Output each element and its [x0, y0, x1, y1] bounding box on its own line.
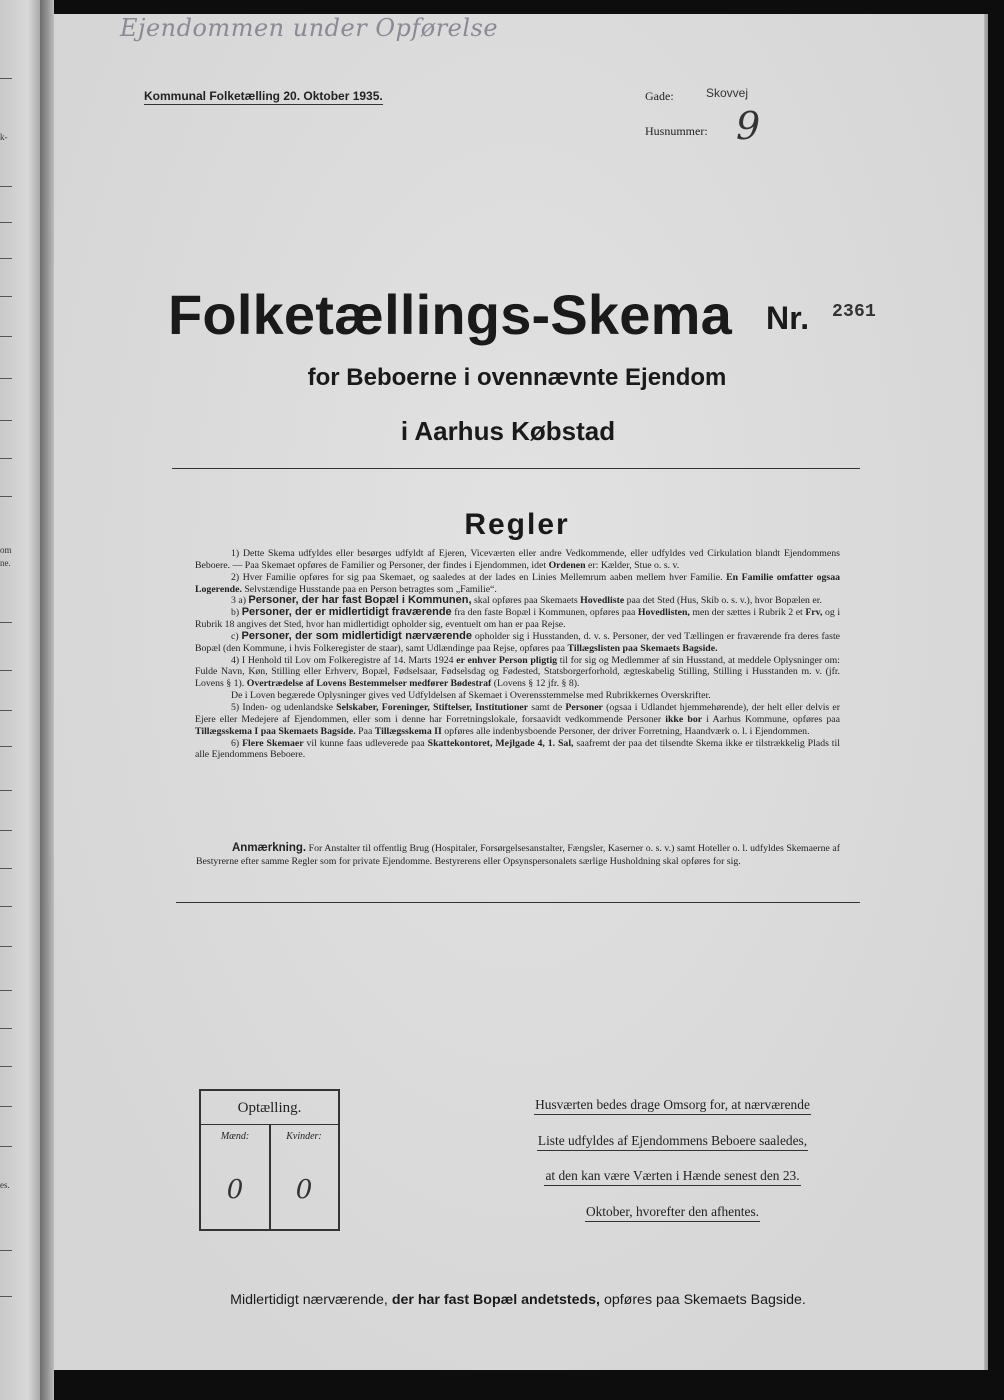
notice-line: at den kan være Værten i Hænde senest den 23.: [500, 1165, 845, 1201]
notice-line: Liste udfyldes af Ejendommens Beboere saaledes,: [500, 1130, 845, 1166]
rule-4: 4) I Henhold til Lov om Folkeregistre af 14. Marts 1924 er enhver Person pligtig til for sig og Medlemmer af sin Husstand, at meddele Oplysninger om: Fulde Navn, Køn, Stilling eller Erhverv, Bopæl, Fødselsaar, Fødselsdag og Fødested, Statsborgerforhold, ægteskabelig Stilling, Stilling i Husstanden m. v. (jfr. Lovens § 1). Overtrædelse af Lovens Bestemmelser medfører Bødestraf (Lovens § 12 jfr. § 8).: [195, 654, 841, 690]
rule-1: 1) Dette Skema udfyldes eller besørges udfyldt af Ejeren, Viceværten eller andre Vedkommende, eller udfyldes ved Cirkulation blandt Ejendommens Beboere. — Paa Skemaet opføres de Familier og Personer, der findes i Ejendommen, idet Ordenen er: Kælder, Stue o. s. v.: [195, 548, 840, 571]
form-number-value: 2361: [832, 302, 877, 322]
handwritten-note: Ejendommen under Opførelse: [120, 14, 499, 42]
rule-3a: 3 a) Personer, der har fast Bopæl i Kommunen, skal opføres paa Skemaets Hovedliste paa det Sted (Hus, Skib o. s. v.), hvor Bopælen er.: [231, 594, 822, 607]
gade-label: Gade:: [645, 89, 674, 103]
rules-heading: Regler: [464, 508, 570, 541]
notice-line: Oktober, hvorefter den afhentes.: [500, 1201, 845, 1237]
count-box: [199, 1089, 340, 1231]
book-gutter: [40, 0, 54, 1400]
women-label: Kvinder:: [286, 1131, 322, 1142]
rule-2: 2) Hver Familie opføres for sig paa Skemaet, og saaledes at der lades en Linies Mellemrum aaben mellem hver Familie. En Familie omfatter ogsaa Logerende. Selvstændige Husstande paa en Person betragtes som „Familie“.: [195, 571, 841, 595]
count-title: Optælling.: [201, 1091, 338, 1125]
men-count: 0: [226, 1175, 244, 1205]
rule-3b: b) Personer, der er midlertidigt fraværende fra den faste Bopæl i Kommunen, opføres paa Hovedlisten, men der sættes i Rubrik 2 et Frv, og i Rubrik 18 angives det Sted, hvor han midlertidigt opholder sig, eventuelt om han er paa Rejse.: [195, 606, 841, 631]
notice-line: Husværten bedes drage Omsorg for, at nærværende: [500, 1094, 845, 1130]
subtitle-residents: for Beboerne i ovennævnte Ejendom: [307, 364, 727, 391]
annotation-paragraph: [196, 842, 840, 868]
divider: [172, 468, 860, 469]
left-page-fragment: ne.: [0, 558, 11, 568]
rule-3c: c) Personer, der som midlertidigt nærværende opholder sig i Husstanden, d. v. s. Personer, der ved Tællingen er fraværende fra deres faste Bopæl (den Kommune, i hvis Folkeregister de staar), samt Udlændinge paa Rejse, opføres paa Tillægslisten paa Skemaets Bagside.: [195, 629, 841, 654]
form-title-main: Folketællings-Skema: [168, 283, 732, 346]
footer-note: Midlertidigt nærværende, der har fast Bopæl andetsteds, opføres paa Skemaets Bagside.: [230, 1292, 806, 1308]
women-count: 0: [295, 1175, 313, 1205]
census-header: Kommunal Folketælling 20. Oktober 1935.: [144, 89, 383, 103]
landlord-notice: [500, 1094, 845, 1236]
gade-value: Skovvej: [706, 86, 749, 100]
divider: [176, 902, 860, 903]
annotation-lead: Anmærkning.: [232, 842, 307, 854]
left-page-fragment: om: [0, 545, 12, 555]
husnummer-value: 9: [736, 104, 761, 148]
rule-6: 6) Flere Skemaer vil kunne faas udleverede paa Skattekontoret, Mejlgade 4, 1. Sal, saafremt der paa det tilsendte Skema ikke er tilstrækkelig Plads til alle Ejendommens Beboere.: [195, 737, 840, 761]
subtitle-city: i Aarhus Købstad: [400, 416, 616, 446]
left-page-fragment: es.: [0, 1180, 10, 1190]
adjacent-page-edge: [0, 0, 40, 1400]
men-label: Mænd:: [220, 1131, 250, 1142]
form-number-label: Nr.: [766, 300, 810, 336]
rules-text: [195, 548, 840, 761]
annotation-text: For Anstalter til offentlig Brug (Hospitaler, Forsørgelsesanstalter, Fængsler, Kaserner o. s. v.) samt Hoteller o. l. udfyldes Skemaerne af Bestyrerne efter samme Regler som for private Ejendomme. Bestyrerens eller Opsynspersonalets særlige Husholdning skal opføres for sig.: [196, 843, 841, 867]
rule-5: 5) Inden- og udenlandske Selskaber, Foreninger, Stiftelser, Institutioner samt de Personer (ogsaa i Udlandet hjemmehørende), der helt eller delvis er Ejere eller Medejere af Ejendommen, eller som i denne har Forretningslokale, forsaavidt vedkommende Personer ikke bor i Aarhus Kommune, opføres paa Tillægsskema I paa Skemaets Bagside. Paa Tillægsskema II opføres alle indenbysboende Personer, der driver Forretning, Haandværk o. l. i Ejendommen.: [195, 701, 841, 737]
husnummer-label: Husnummer:: [645, 124, 708, 138]
left-page-fragment: k-: [0, 132, 8, 142]
rule-4b: De i Loven begærede Oplysninger gives ved Udfyldelsen af Skemaet i Overensstemmelse med Rubrikkernes Overskrifter.: [231, 690, 711, 702]
